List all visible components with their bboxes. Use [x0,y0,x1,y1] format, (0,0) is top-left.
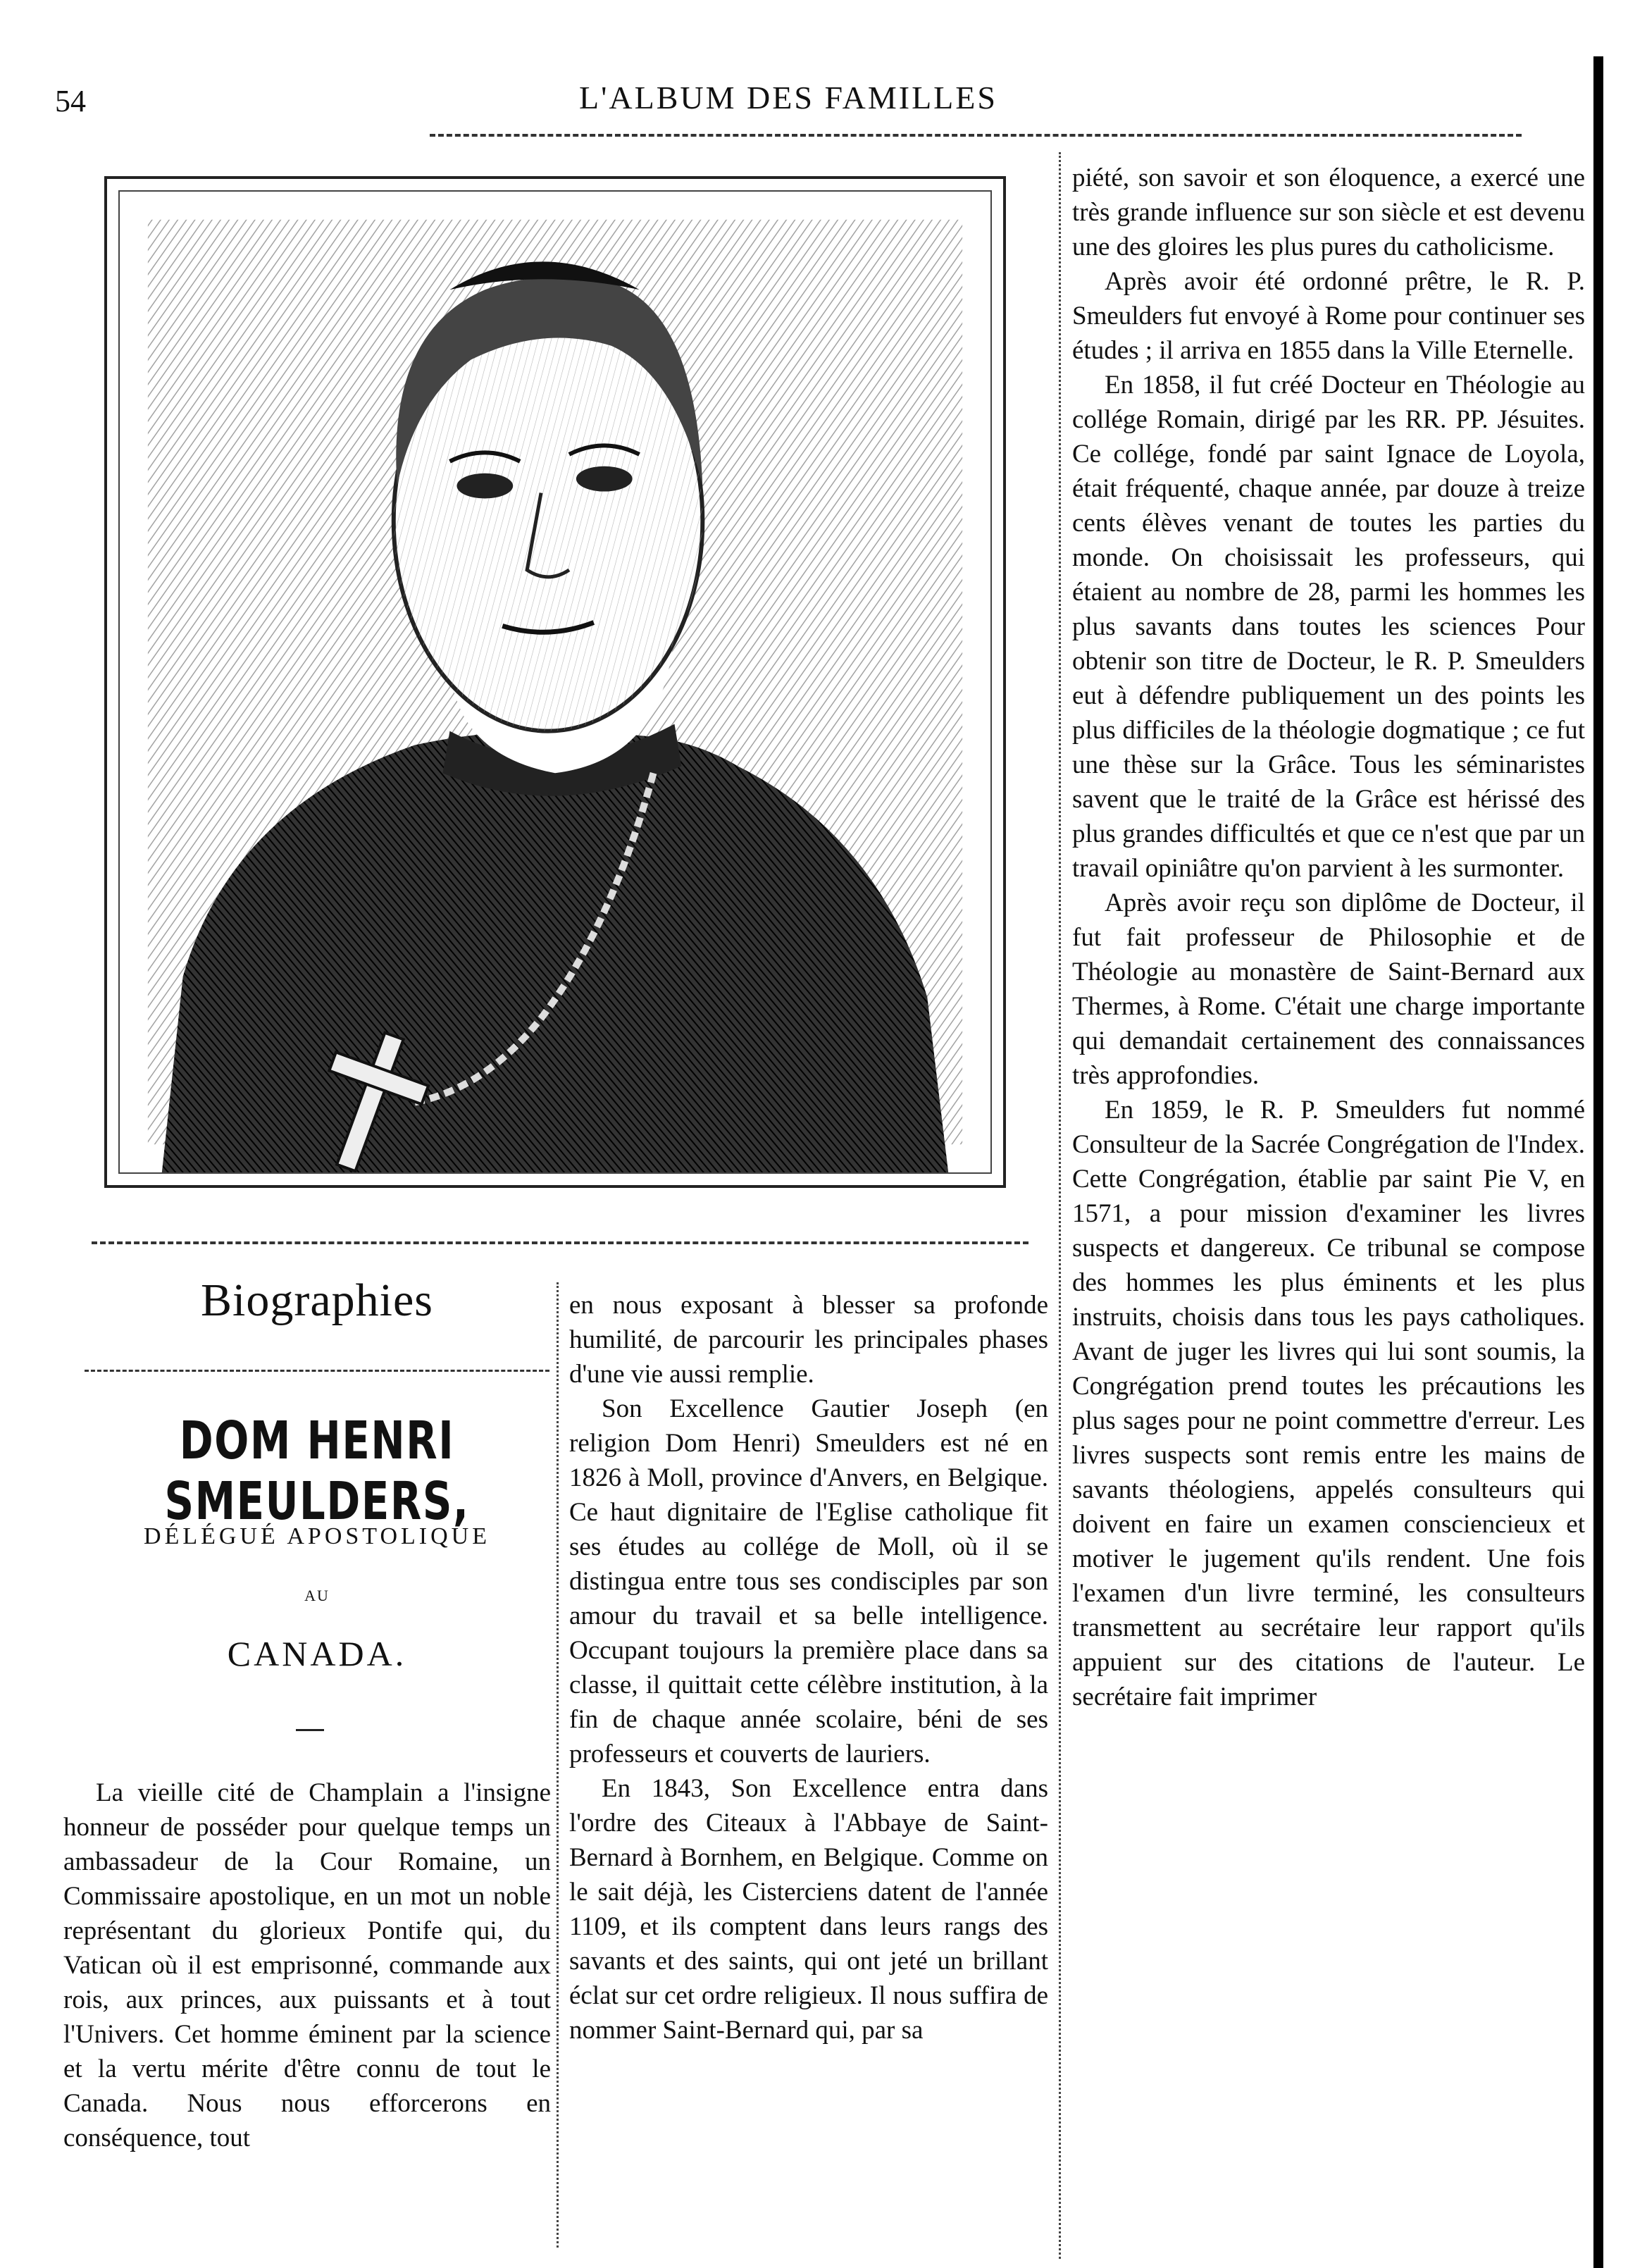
paragraph: La vieille cité de Champlain a l'insigne honneur de posséder pour quelque temps un ambassadeur de la Cour Romaine, un Commissaire apostolique, en un mot un noble représentant du glorieux Pontife qui, du Vatican où il est emprisonné, commande aux rois, aux princes, aux puissants et à tout l'Univers. Cet homme éminent par la science et la vertu mérite d'être connu de tout le Canada. Nous nous efforcerons en conséquence, tout [63,1778,551,2152]
portrait-illustration [120,192,990,1172]
paragraph: en nous exposant à blesser sa profonde humilité, de parcourir les principales phases d'une vie aussi remplie. [569,1291,1048,1389]
left-column [63,1776,551,2155]
section-heading: Biographies [201,1275,433,1326]
person-place: CANADA. [227,1634,407,1673]
paragraph: piété, son savoir et son éloquence, a exercé une très grande influence sur son siècle et est devenu une des gloires les plus pures du catholicisme. [1072,163,1585,261]
person-name: DOM HENRI SMEULDERS, [164,1411,470,1532]
right-column [1072,161,1585,1714]
header-rule [430,134,1522,137]
column-divider-middle [557,1282,559,2248]
column-divider-right [1059,152,1061,2259]
portrait-frame [104,176,1006,1188]
portrait-engraving [118,190,992,1174]
page-number: 54 [55,84,86,118]
person-title: DÉLÉGUÉ APOSTOLIQUE [144,1523,490,1549]
person-preposition: AU [304,1587,330,1604]
portrait-bottom-rule [92,1241,1028,1244]
paragraph: En 1858, il fut créé Docteur en Théologie au collége Romain, dirigé par les RR. PP. Jésuites. Ce collége, fondé par saint Ignace de Loyola, était fréquenté, chaque année, par douze à treize cents élèves venant de toutes les parties du monde. On choisissait les professeurs, qui étaient au nombre de 28, parmi les hommes les plus savants dans toutes les sciences Pour obtenir son titre de Docteur, le R. P. Smeulders eut à défendre publiquement un des points les plus difficiles de la théologie dogmatique ; ce fut une thèse sur la Grâce. Tous les séminaristes savent que le traité de la Grâce est hérissé des plus grandes difficultés et que ce n'est que par un travail opiniâtre qu'on parvient à les surmonter. [1072,371,1585,883]
paragraph: Son Excellence Gautier Joseph (en religion Dom Henri) Smeulders est né en 1826 à Moll, province d'Anvers, en Belgique. Ce haut dignitaire de l'Eglise catholique fit ses études au collége de Moll, où il se distingua entre tous ses condisciples par son amour du travail et sa belle intelligence. Occupant toujours la première place dans sa classe, il quittait cette célèbre institution, à la fin de chaque année scolaire, béni de ses professeurs et couverts de lauriers. [569,1394,1048,1768]
paragraph: En 1843, Son Excellence entra dans l'ordre des Citeaux à l'Abbaye de Saint-Bernard à Bornhem, en Belgique. Comme on le sait déjà, les Cisterciens datent de l'année 1109, et ils comptent dans leurs rangs des savants et des saints, qui ont jeté un brillant éclat sur cet ordre religieux. Il nous suffira de nommer Saint-Bernard qui, par sa [569,1774,1048,2045]
heading-rule [85,1370,549,1372]
short-dash [296,1729,324,1731]
paragraph: Après avoir reçu son diplôme de Docteur, il fut fait professeur de Philosophie et de Théologie au monastère de Saint-Bernard aux Thermes, à Rome. C'était une charge importante qui demandait certainement des connaissances très approfondies. [1072,888,1585,1090]
page-edge-bar [1593,56,1603,2268]
paragraph: Après avoir été ordonné prêtre, le R. P. Smeulders fut envoyé à Rome pour continuer ses études ; il arriva en 1855 dans la Ville Eternelle. [1072,267,1585,365]
running-head: L'ALBUM DES FAMILLES [579,80,997,116]
paragraph: En 1859, le R. P. Smeulders fut nommé Consulteur de la Sacrée Congrégation de l'Index. Cette Congrégation, établie par saint Pie V, en 1571, a pour mission d'examiner les livres suspects et dangereux. Ce tribunal se compose des hommes les plus éminents et les plus instruits, choisis dans tous les pays catholiques. Avant de juger les livres qui lui sont soumis, la Congrégation prend toutes les précautions les plus sages pour ne point commettre d'erreur. Les livres suspects sont remis entre les mains de savants théologiens, appelés consulteurs qui doivent en faire un examen consciencieux et motiver le jugement qu'ils rendent. Une fois l'examen d'un livre terminé, les consulteurs transmettent au secrétaire leur rapport qu'ils appuient sur des citations de l'auteur. Le secrétaire fait imprimer [1072,1096,1585,1711]
middle-column [569,1288,1048,2047]
